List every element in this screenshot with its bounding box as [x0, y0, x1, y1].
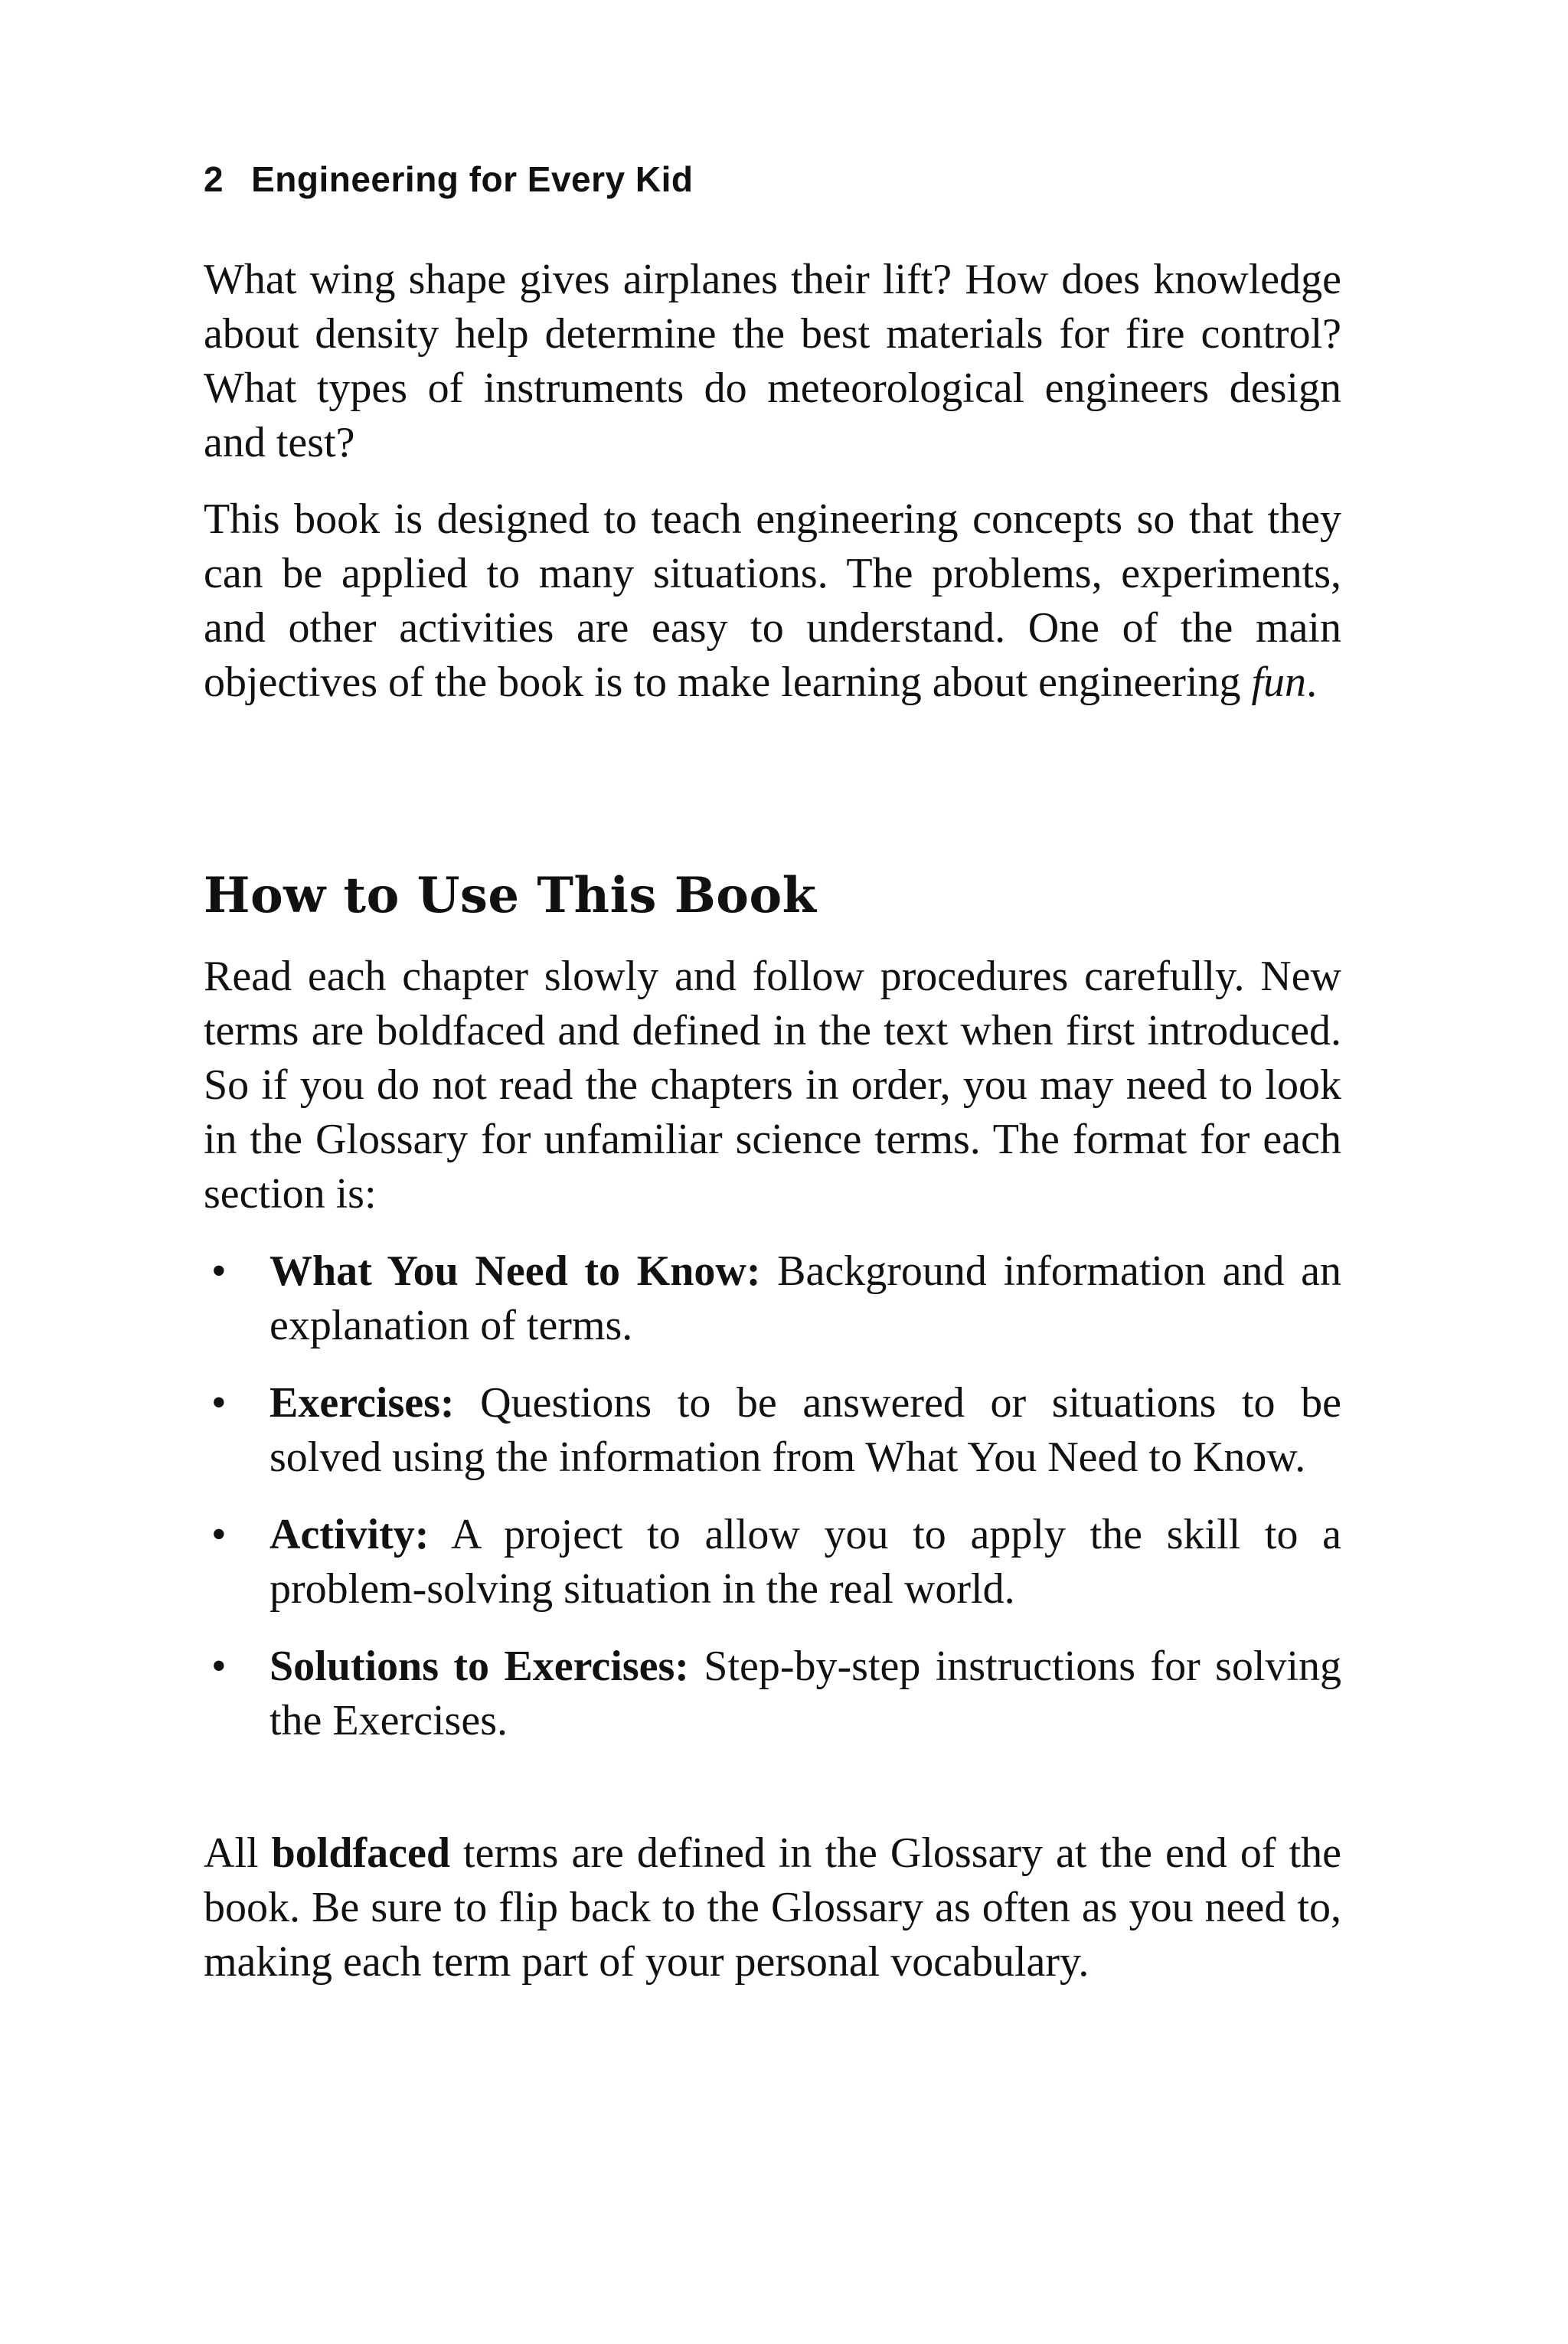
list-item-term: Solutions to Exercises:	[270, 1643, 689, 1690]
list-item-term: What You Need to Know:	[270, 1247, 761, 1295]
list-item-text: Background information and an explanation of terms.	[270, 1247, 1341, 1349]
purpose-text: This book is designed to teach engineering concepts so that they can be applied to many situations. The problems, experiments, and other activities are easy to understand. One of the main objectives of the book is to make learning about engineering	[204, 495, 1341, 706]
list-item-text: Questions to be answered or situations to be solved using the information from What You Need to Know.	[270, 1379, 1341, 1481]
list-item	[204, 1376, 1341, 1485]
intro-paragraph: What wing shape gives airplanes their lift? How does knowledge about density help determine the best materials for fire control? What types of instruments do meteorological engineers design and test?	[204, 256, 1341, 466]
list-item	[204, 1639, 1341, 1748]
boldfaced-term: boldfaced	[271, 1829, 450, 1877]
running-head	[204, 158, 694, 201]
list-item	[204, 1244, 1341, 1353]
purpose-paragraph	[204, 492, 1341, 710]
instructions-paragraph: Read each chapter slowly and follow procedures carefully. New terms are boldfaced and defined in the text when first introduced. So if you do not read the chapters in order, you may need to look in the Glossary for unfamiliar science terms. The format for each section is:	[204, 953, 1341, 1218]
list-item-text: A project to allow you to apply the skill to a problem-solving situation in the real world.	[270, 1511, 1341, 1613]
bullet-icon: •	[211, 1379, 227, 1427]
section-heading: How to Use This Book	[204, 867, 817, 924]
list-item	[204, 1508, 1341, 1617]
bullet-icon: •	[211, 1247, 227, 1295]
bullet-icon: •	[211, 1643, 227, 1690]
page-number: 2	[204, 159, 224, 199]
book-title: Engineering for Every Kid	[251, 159, 694, 199]
list-item-term: Exercises:	[270, 1379, 455, 1427]
glossary-text-start: All	[204, 1829, 272, 1877]
glossary-text-end: terms are defined in the Glossary at the end of the book. Be sure to flip back to the Glossary as often as you need to, making each term part of your personal vocabulary.	[204, 1829, 1341, 1986]
list-item-term: Activity:	[270, 1511, 430, 1558]
list-item-text: Step-by-step instructions for solving the Exercises.	[270, 1643, 1341, 1744]
emphasis-fun: fun	[1251, 659, 1307, 706]
glossary-paragraph	[204, 1826, 1341, 1989]
bullet-icon: •	[211, 1511, 227, 1558]
purpose-end: .	[1306, 659, 1318, 706]
section-format-list	[204, 1244, 1341, 1771]
